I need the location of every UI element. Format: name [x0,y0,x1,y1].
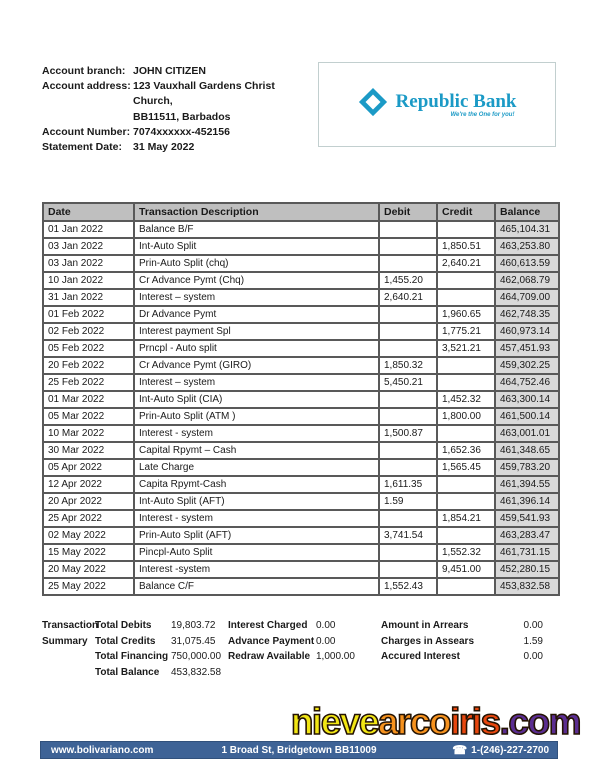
cell-date: 30 Mar 2022 [43,442,134,459]
cell-debit: 3,741.54 [379,527,437,544]
cell-debit [379,306,437,323]
table-row [43,391,559,408]
account-branch-label: Account branch: [42,65,126,77]
summary-item [95,618,228,634]
cell-credit [437,578,495,595]
summary-item [228,618,381,634]
table-row [43,544,559,561]
cell-credit [437,527,495,544]
table-row [43,442,559,459]
column-header: Balance [495,203,559,221]
cell-credit: 1,850.51 [437,238,495,255]
table-row [43,425,559,442]
cell-debit [379,340,437,357]
cell-balance: 453,832.58 [495,578,559,595]
footer-phone: 1-(246)-227-2700 [471,744,549,756]
cell-description: Interest – system [134,289,379,306]
cell-description: Interest - system [134,425,379,442]
table-row [43,476,559,493]
table-header-row [43,203,559,221]
cell-debit [379,510,437,527]
cell-date: 02 Feb 2022 [43,323,134,340]
summary-title [42,618,99,680]
cell-date: 01 Feb 2022 [43,306,134,323]
cell-date: 31 Jan 2022 [43,289,134,306]
summary-label: Total Debits [95,620,152,631]
cell-balance: 463,253.80 [495,238,559,255]
cell-balance: 459,302.25 [495,357,559,374]
cell-credit: 1,960.65 [437,306,495,323]
table-row [43,578,559,595]
cell-balance: 460,973.14 [495,323,559,340]
cell-debit [379,221,437,238]
summary-item [228,649,381,665]
cell-date: 25 Feb 2022 [43,374,134,391]
cell-balance: 457,451.93 [495,340,559,357]
account-branch-row [42,64,312,79]
cell-credit [437,425,495,442]
phone-icon: ☎ [452,743,468,757]
cell-debit [379,323,437,340]
cell-credit: 2,640.21 [437,255,495,272]
bank-logo [358,87,517,122]
cell-debit: 1,611.35 [379,476,437,493]
cell-description: Cr Advance Pymt (GIRO) [134,357,379,374]
table-row [43,408,559,425]
cell-debit [379,561,437,578]
cell-credit: 9,451.00 [437,561,495,578]
cell-description: Balance B/F [134,221,379,238]
cell-balance: 461,500.14 [495,408,559,425]
account-address-row [42,79,312,109]
summary-item [228,634,381,650]
cell-credit: 1,452.32 [437,391,495,408]
cell-date: 15 May 2022 [43,544,134,561]
cell-debit [379,238,437,255]
cell-credit: 1,854.21 [437,510,495,527]
table-row [43,306,559,323]
account-number-row [42,125,312,140]
summary-group [95,618,228,680]
cell-description: Int-Auto Split (AFT) [134,493,379,510]
cell-balance: 461,394.55 [495,476,559,493]
cell-description: Prin-Auto Split (chq) [134,255,379,272]
cell-description: Capital Rpymt – Cash [134,442,379,459]
table-row [43,238,559,255]
cell-description: Pincpl-Auto Split [134,544,379,561]
cell-description: Late Charge [134,459,379,476]
cell-debit [379,544,437,561]
table-row [43,255,559,272]
cell-date: 25 Apr 2022 [43,510,134,527]
table-row [43,493,559,510]
column-header: Debit [379,203,437,221]
cell-date: 20 Feb 2022 [43,357,134,374]
account-address-value-line1: 123 Vauxhall Gardens Christ Church, [133,80,275,108]
cell-description: Balance C/F [134,578,379,595]
footer-address: 1 Broad St, Bridgetown BB11009 [221,744,377,756]
account-number-value: 7074xxxxxx-452156 [133,125,230,138]
table-row [43,374,559,391]
cell-date: 05 Apr 2022 [43,459,134,476]
cell-description: Dr Advance Pymt [134,306,379,323]
summary-label: Total Financing [95,651,169,663]
watermark [291,703,580,741]
summary-value: 0.00 [316,620,336,631]
cell-debit: 1.59 [379,493,437,510]
cell-description: Interest – system [134,374,379,391]
summary-item [95,649,228,665]
summary-title-line2: Summary [42,635,88,647]
summary-value: 1,000.00 [316,651,355,663]
cell-date: 20 May 2022 [43,561,134,578]
summary-value: 31,075.45 [171,635,216,647]
account-info-block [42,64,312,155]
cell-balance: 460,613.59 [495,255,559,272]
summary-item [381,649,543,665]
cell-description: Int-Auto Split (CIA) [134,391,379,408]
summary-label: Total Credits [95,635,156,647]
cell-credit [437,493,495,510]
transactions-table [42,202,560,596]
cell-description: Prin-Auto Split (ATM ) [134,408,379,425]
watermark-segment: iris [450,701,500,742]
cell-description: Interest - system [134,510,379,527]
cell-description: Capita Rpymt-Cash [134,476,379,493]
cell-debit: 1,455.20 [379,272,437,289]
cell-date: 10 Jan 2022 [43,272,134,289]
cell-credit: 1,775.21 [437,323,495,340]
cell-debit [379,408,437,425]
table-row [43,221,559,238]
cell-balance: 452,280.15 [495,561,559,578]
cell-balance: 463,001.01 [495,425,559,442]
summary-group [228,618,381,680]
statement-date-row [42,140,312,155]
cell-date: 01 Mar 2022 [43,391,134,408]
summary-label: Redraw Available [228,651,311,663]
summary-label: Advance Payment [228,635,315,647]
account-number-label: Account Number: [42,125,131,138]
cell-debit [379,459,437,476]
cell-balance: 463,283.47 [495,527,559,544]
cell-debit [379,255,437,272]
summary-group [381,618,543,680]
cell-debit [379,391,437,408]
transactions-body [43,221,559,595]
cell-date: 05 Feb 2022 [43,340,134,357]
cell-credit: 3,521.21 [437,340,495,357]
summary-label: Accured Interest [381,651,460,663]
cell-balance: 461,348.65 [495,442,559,459]
bank-name: Republic Bank [395,90,517,112]
cell-credit: 1,800.00 [437,408,495,425]
summary-label: Charges in Assears [381,635,475,647]
cell-balance: 461,396.14 [495,493,559,510]
cell-balance: 465,104.31 [495,221,559,238]
account-address-value-line2: BB11511, Barbados [133,110,231,123]
cell-balance: 462,068.79 [495,272,559,289]
summary-item [95,665,228,681]
cell-debit: 1,552.43 [379,578,437,595]
cell-date: 03 Jan 2022 [43,255,134,272]
column-header: Transaction Description [134,203,379,221]
cell-balance: 461,731.15 [495,544,559,561]
cell-description: Cr Advance Pymt (Chq) [134,272,379,289]
cell-credit: 1,652.36 [437,442,495,459]
cell-date: 02 May 2022 [43,527,134,544]
summary-value: 0.00 [523,620,543,631]
cell-date: 01 Jan 2022 [43,221,134,238]
cell-date: 05 Mar 2022 [43,408,134,425]
cell-credit [437,272,495,289]
cell-credit: 1,565.45 [437,459,495,476]
cell-debit: 1,500.87 [379,425,437,442]
cell-balance: 464,752.46 [495,374,559,391]
summary-label: Amount in Arrears [381,620,469,631]
column-header: Credit [437,203,495,221]
summary-value: 0.00 [316,635,336,647]
bank-logo-box [318,62,556,147]
watermark-segment: .com [499,701,580,742]
cell-debit: 1,850.32 [379,357,437,374]
cell-debit [379,442,437,459]
table-row [43,527,559,544]
footer-bar [40,741,558,759]
cell-credit [437,374,495,391]
republic-bank-diamond-icon [358,87,388,122]
table-row [43,289,559,306]
summary-item [95,634,228,650]
cell-date: 20 Apr 2022 [43,493,134,510]
cell-credit [437,221,495,238]
summary-value: 453,832.58 [171,666,222,678]
footer-website: www.bolivariano.com [51,744,154,756]
watermark-segment: arco [377,701,451,742]
summary-value: 750,000.00 [171,651,222,663]
cell-date: 03 Jan 2022 [43,238,134,255]
cell-balance: 459,783.20 [495,459,559,476]
table-row [43,340,559,357]
account-address-label: Account address: [42,80,131,93]
cell-description: Interest -system [134,561,379,578]
watermark-segment: nieve [290,701,378,742]
table-row [43,561,559,578]
table-row [43,459,559,476]
account-branch-value: JOHN CITIZEN [133,65,206,77]
summary-item [381,618,543,634]
table-row [43,510,559,527]
summary-value: 0.00 [523,651,543,663]
cell-credit [437,289,495,306]
statement-date-value: 31 May 2022 [133,141,195,154]
table-row [43,357,559,374]
table-row [43,272,559,289]
cell-description: Prin-Auto Split (AFT) [134,527,379,544]
cell-description: Int-Auto Split [134,238,379,255]
cell-date: 10 Mar 2022 [43,425,134,442]
summary-item [381,634,543,650]
cell-debit: 5,450.21 [379,374,437,391]
cell-balance: 463,300.14 [495,391,559,408]
cell-date: 12 Apr 2022 [43,476,134,493]
bank-tagline: We're the One for you! [450,111,515,118]
account-address-row2 [42,110,312,125]
table-row [43,323,559,340]
summary-label: Total Balance [95,666,160,678]
cell-description: Prncpl - Auto split [134,340,379,357]
cell-credit [437,357,495,374]
summary-value: 1.59 [523,635,543,647]
cell-balance: 459,541.93 [495,510,559,527]
cell-credit [437,476,495,493]
cell-date: 25 May 2022 [43,578,134,595]
summary-title-line1: Transaction [42,620,99,631]
cell-credit: 1,552.32 [437,544,495,561]
cell-balance: 462,748.35 [495,306,559,323]
summary-value: 19,803.72 [171,620,216,631]
transaction-summary [42,618,543,680]
cell-description: Interest payment Spl [134,323,379,340]
summary-label: Interest Charged [228,620,308,631]
cell-balance: 464,709.00 [495,289,559,306]
cell-debit: 2,640.21 [379,289,437,306]
column-header: Date [43,203,134,221]
statement-date-label: Statement Date: [42,141,122,154]
